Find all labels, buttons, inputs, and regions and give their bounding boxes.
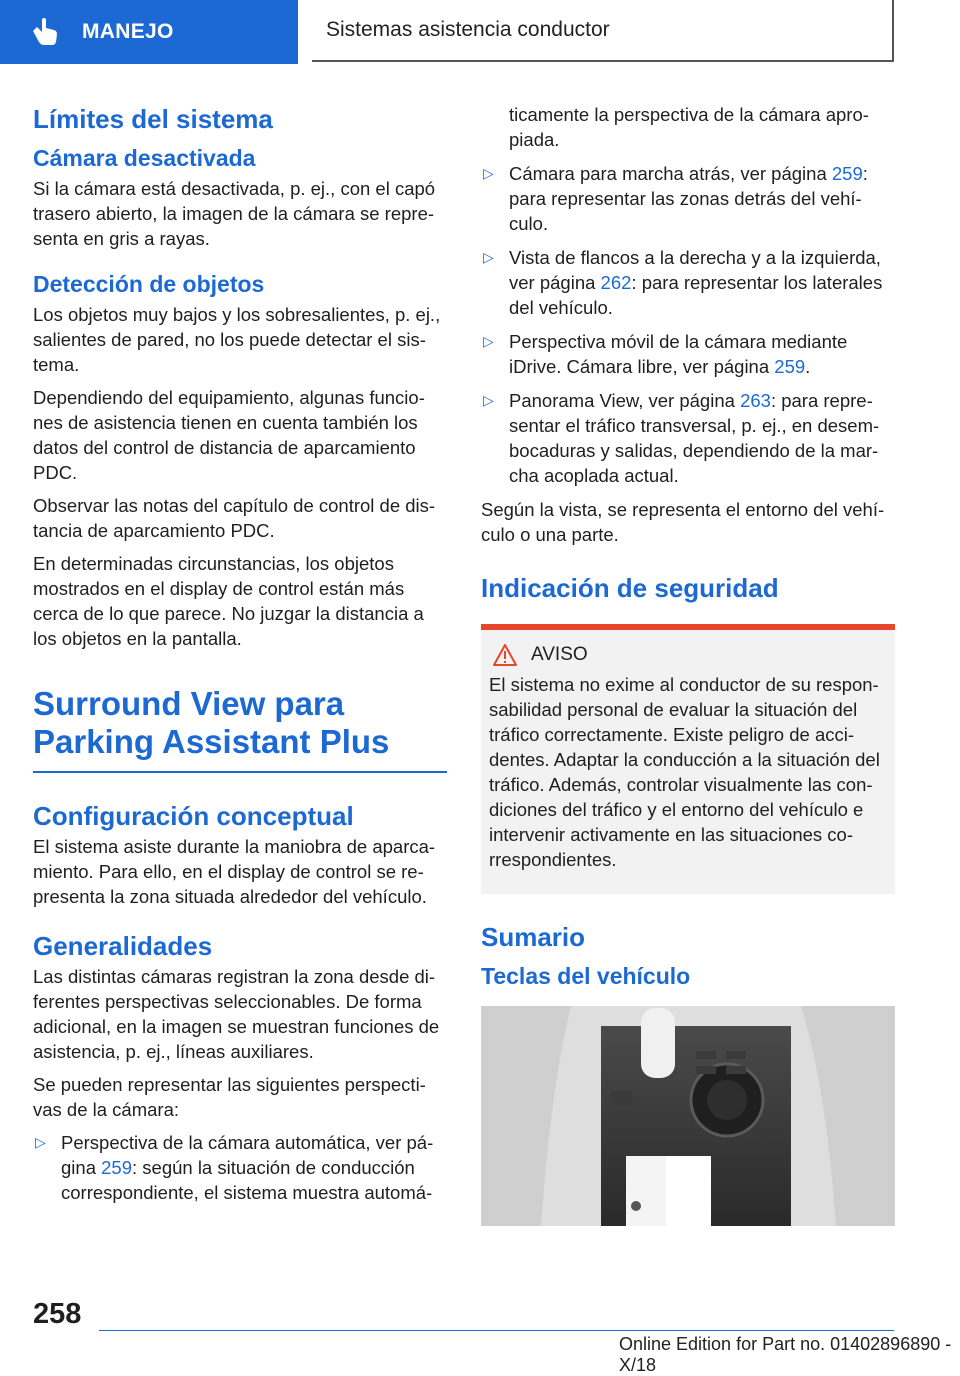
list-item: ▷ Cámara para marcha atrás, ver página 259: para representar las zonas detrás del vehí-culo.: [483, 163, 868, 234]
triangle-bullet-icon: ▷: [483, 249, 494, 265]
paragraph: Dependiendo del equipamiento, algunas funcio-nes de asistencia tienen en cuenta también los datos del control de distancia de aparcamiento PDC.: [33, 387, 425, 483]
triangle-bullet-icon: ▷: [35, 1134, 46, 1150]
paragraph: Observar las notas del capítulo de control de dis-tancia de aparcamiento PDC.: [33, 495, 436, 541]
section-tab: [0, 0, 298, 64]
footer-edition: Online Edition for Part no. 01402896890 - X/18: [619, 1334, 952, 1375]
list-item-continuation: ticamente la perspectiva de la cámara apro-piada.: [509, 104, 869, 150]
list-item: ▷ Vista de flancos a la derecha y a la izquierda, ver página 262: para representar los laterales del vehículo.: [483, 247, 883, 318]
heading-vehicle-keys: Teclas del vehículo: [481, 963, 691, 989]
page-link[interactable]: 259: [101, 1157, 132, 1178]
heading-surround-view: Surround View para Parking Assistant Plus: [33, 685, 447, 773]
triangle-bullet-icon: ▷: [483, 392, 494, 408]
perspective-list-continued: [481, 161, 895, 488]
heading-safety: Indicación de seguridad: [481, 573, 779, 603]
triangle-bullet-icon: ▷: [483, 165, 494, 181]
page-link[interactable]: 259: [774, 356, 806, 377]
left-column: [33, 98, 447, 1214]
paragraph: Las distintas cámaras registran la zona desde di-ferentes perspectivas seleccionables. De forma adicional, en la imagen se muestran funciones de asistencia, p. ej., líneas auxiliares.: [33, 966, 440, 1062]
warning-title: AVISO: [489, 644, 887, 666]
paragraph: Según la vista, se representa el entorno del vehí-culo o una parte.: [481, 499, 885, 545]
warning-box: [481, 624, 895, 894]
heading-general: Generalidades: [33, 931, 213, 961]
section-title: MANEJO: [82, 20, 174, 43]
center-console-image: [481, 1006, 895, 1226]
page-number: 258: [33, 1298, 82, 1330]
list-item: ▷ Perspectiva móvil de la cámara mediante iDrive. Cámara libre, ver página 259.: [483, 331, 848, 377]
chapter-title: [312, 0, 894, 62]
triangle-bullet-icon: ▷: [483, 333, 494, 349]
footer-divider: [99, 1330, 894, 1331]
list-item: ▷ Panorama View, ver página 263: para repre-sentar el tráfico transversal, p. ej., en desem-bocaduras y salidas, dependiendo de la mar-cha acoplada actual.: [483, 390, 880, 486]
heading-camera-off: Cámara desactivada: [33, 145, 256, 171]
heading-concept: Configuración conceptual: [33, 801, 354, 831]
paragraph: Los objetos muy bajos y los sobresalientes, p. ej., salientes de pared, no los puede detectar el sis-tema.: [33, 304, 441, 375]
warning-triangle-icon: [493, 644, 517, 666]
paragraph: Se pueden representar las siguientes perspecti-vas de la cámara:: [33, 1074, 426, 1120]
heading-system-limits: Límites del sistema: [33, 104, 273, 134]
warning-text: El sistema no exime al conductor de su respon-sabilidad personal de evaluar la situación del tráfico correctamente. Existe peligro de acci-dentes. Adaptar la conducción a la situación del tráfico. Además, controlar visualmente las con-diciones del tráfico y el entorno del vehículo e intervenir activamente en las situaciones co-rrespondientes.: [489, 674, 880, 870]
perspective-list: [33, 1130, 447, 1205]
paragraph: En determinadas circunstancias, los objetos mostrados en el display de control están más cerca de lo que parece. No juzgar la distancia a los objetos en la pantalla.: [33, 553, 424, 649]
page-link[interactable]: 259: [831, 163, 863, 184]
page-link[interactable]: 262: [600, 272, 632, 293]
page-link[interactable]: 263: [740, 390, 771, 411]
heading-summary: Sumario: [481, 922, 586, 952]
right-column: [481, 98, 895, 1226]
heading-object-detection: Detección de objetos: [33, 271, 265, 297]
paragraph: Si la cámara está desactivada, p. ej., con el capó trasero abierto, la imagen de la cámara se repre-senta en gris a rayas.: [33, 178, 436, 249]
steering-hand-icon: [28, 12, 68, 52]
list-item: ▷ Perspectiva de la cámara automática, ver pá-gina 259: según la situación de conducción correspondiente, el sistema muestra automá-: [35, 1132, 434, 1203]
chapter-title-text: Sistemas asistencia conductor: [326, 18, 610, 41]
paragraph: El sistema asiste durante la maniobra de aparca-miento. Para ello, en el display de control se re-presenta la zona situada alrededor del vehículo.: [33, 836, 436, 907]
